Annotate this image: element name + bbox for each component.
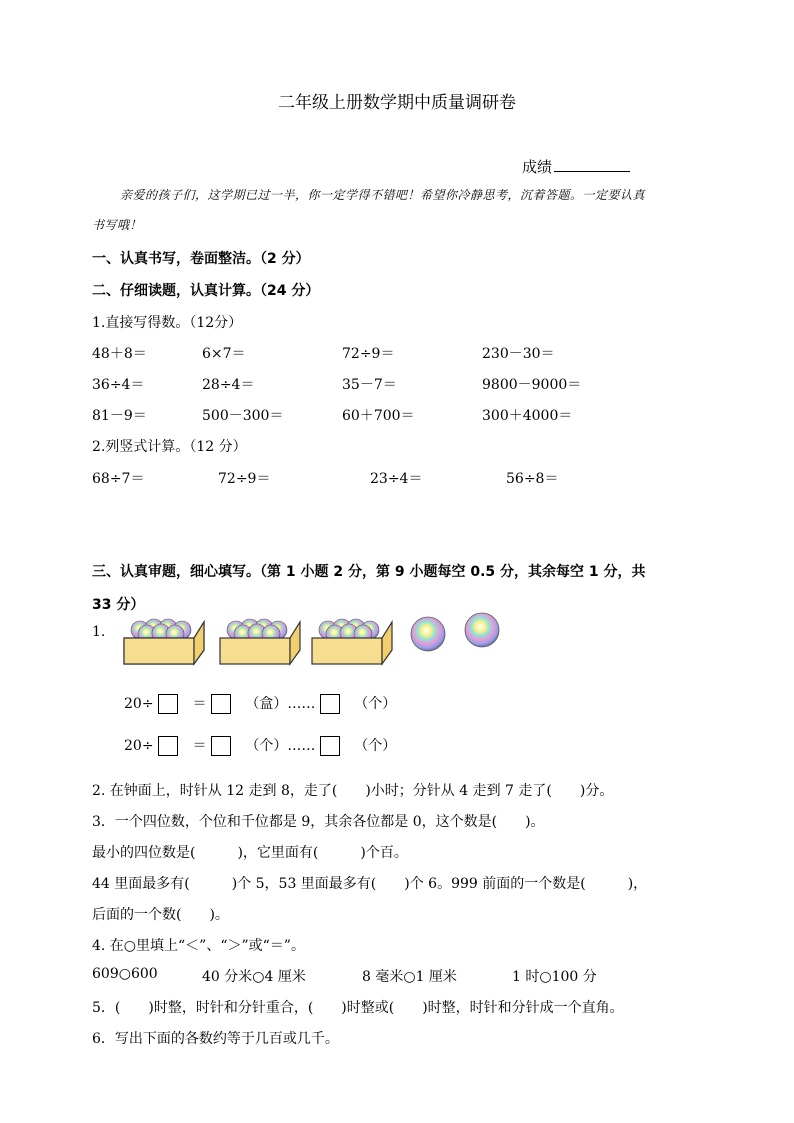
oral-row-3 (92, 405, 712, 425)
oral-row-2 (92, 374, 712, 394)
oral-item: 6×7＝ (202, 346, 246, 362)
oral-item: 300＋4000＝ (482, 408, 573, 424)
question-3-3-line1: 3．一个四位数，个位和千位都是 9，其余各位都是 0，这个数是( )。 (92, 814, 545, 830)
eq2-quotient-box[interactable] (211, 736, 231, 756)
oral-item: 48＋8＝ (92, 346, 147, 362)
question-3-3-line3: 44 里面最多有( )个 5，53 里面最多有( )个 6。999 前面的一个数是( )， (92, 876, 648, 892)
vertical-item: 23÷4＝ (370, 471, 423, 487)
oral-item: 72÷9＝ (342, 346, 395, 362)
eq2-unit-2: （个） (354, 738, 397, 754)
eq2-remainder-box[interactable] (320, 736, 340, 756)
eq1-equals: ＝ (192, 696, 207, 712)
compare-item: 609○600 (92, 966, 158, 982)
vertical-item: 72÷9＝ (218, 471, 271, 487)
question-3-2: 2. 在钟面上，时针从 12 走到 8，走了( )小时；分针从 4 走到 7 走了( )分。 (92, 783, 614, 799)
question-3-5: 5．( )时整，时针和分针重合，( )时整或( )时整，时针和分针成一个直角。 (92, 1000, 624, 1016)
division-equation-balls (124, 734, 396, 758)
oral-item: 28÷4＝ (202, 377, 255, 393)
vertical-item: 68÷7＝ (92, 471, 145, 487)
eq2-dividend: 20÷ (124, 738, 154, 754)
division-equation-boxes (124, 692, 396, 716)
question-3-6: 6．写出下面的各数约等于几百或几千。 (92, 1031, 339, 1047)
ball-box-1 (124, 619, 204, 664)
question-3-3-line4: 后面的一个数( )。 (92, 907, 229, 923)
compare-row (92, 966, 712, 986)
question-3-3-line2: 最小的四位数是( )，它里面有( )个百。 (92, 845, 408, 861)
oral-item: 500－300＝ (202, 408, 284, 424)
section-1-heading: 一、认真书写，卷面整洁。（2 分） (92, 251, 310, 267)
vertical-item: 56÷8＝ (506, 471, 559, 487)
oral-row-1 (92, 343, 712, 363)
question-3-1-number: 1. (92, 624, 106, 640)
intro-text-line1: 亲爱的孩子们，这学期已过一半，你一定学得不错吧！希望你冷静思考，沉着答题。一定要认真 (120, 188, 646, 202)
eq1-divisor-box[interactable] (158, 694, 178, 714)
ball-box-3 (312, 619, 392, 664)
compare-item: 1 时○100 分 (512, 969, 597, 985)
section-2-heading: 二、仔细读题，认真计算。（24 分） (92, 283, 320, 299)
eq1-unit-1: （盒）…… (245, 696, 316, 712)
vertical-calc-row (92, 468, 712, 488)
oral-item: 35－7＝ (342, 377, 397, 393)
oral-item: 230－30＝ (482, 346, 555, 362)
section-3-heading-line2: 33 分） (92, 597, 145, 613)
oral-item: 36÷4＝ (92, 377, 145, 393)
eq1-quotient-box[interactable] (211, 694, 231, 714)
eq1-unit-2: （个） (354, 696, 397, 712)
eq1-remainder-box[interactable] (320, 694, 340, 714)
loose-ball-1 (411, 617, 445, 651)
oral-item: 81－9＝ (92, 408, 147, 424)
compare-item: 40 分米○4 厘米 (202, 969, 306, 985)
eq2-divisor-box[interactable] (158, 736, 178, 756)
balls-illustration (120, 608, 510, 670)
score-blank[interactable] (554, 157, 630, 172)
score-field (522, 156, 630, 177)
question-3-4: 4. 在○里填上“＜”、“＞”或“＝”。 (92, 938, 305, 954)
eq2-unit-1: （个）…… (245, 738, 316, 754)
ball-box-2 (220, 619, 300, 664)
compare-item: 8 毫米○1 厘米 (362, 969, 457, 985)
intro-text-line2: 书写哦！ (92, 218, 143, 232)
loose-ball-2 (465, 613, 499, 647)
exam-title: 二年级上册数学期中质量调研卷 (278, 93, 516, 113)
oral-item: 9800－9000＝ (482, 377, 582, 393)
score-label: 成绩 (522, 158, 553, 176)
eq2-equals: ＝ (192, 738, 207, 754)
question-2-2: 2.列竖式计算。（12 分） (92, 439, 247, 455)
oral-item: 60＋700＝ (342, 408, 415, 424)
eq1-dividend: 20÷ (124, 696, 154, 712)
section-3-heading-line1: 三、认真审题，细心填写。（第 1 小题 2 分，第 9 小题每空 0.5 分，其余每空 1 分，共 (92, 564, 646, 580)
question-2-1: 1.直接写得数。（12分） (92, 315, 243, 331)
